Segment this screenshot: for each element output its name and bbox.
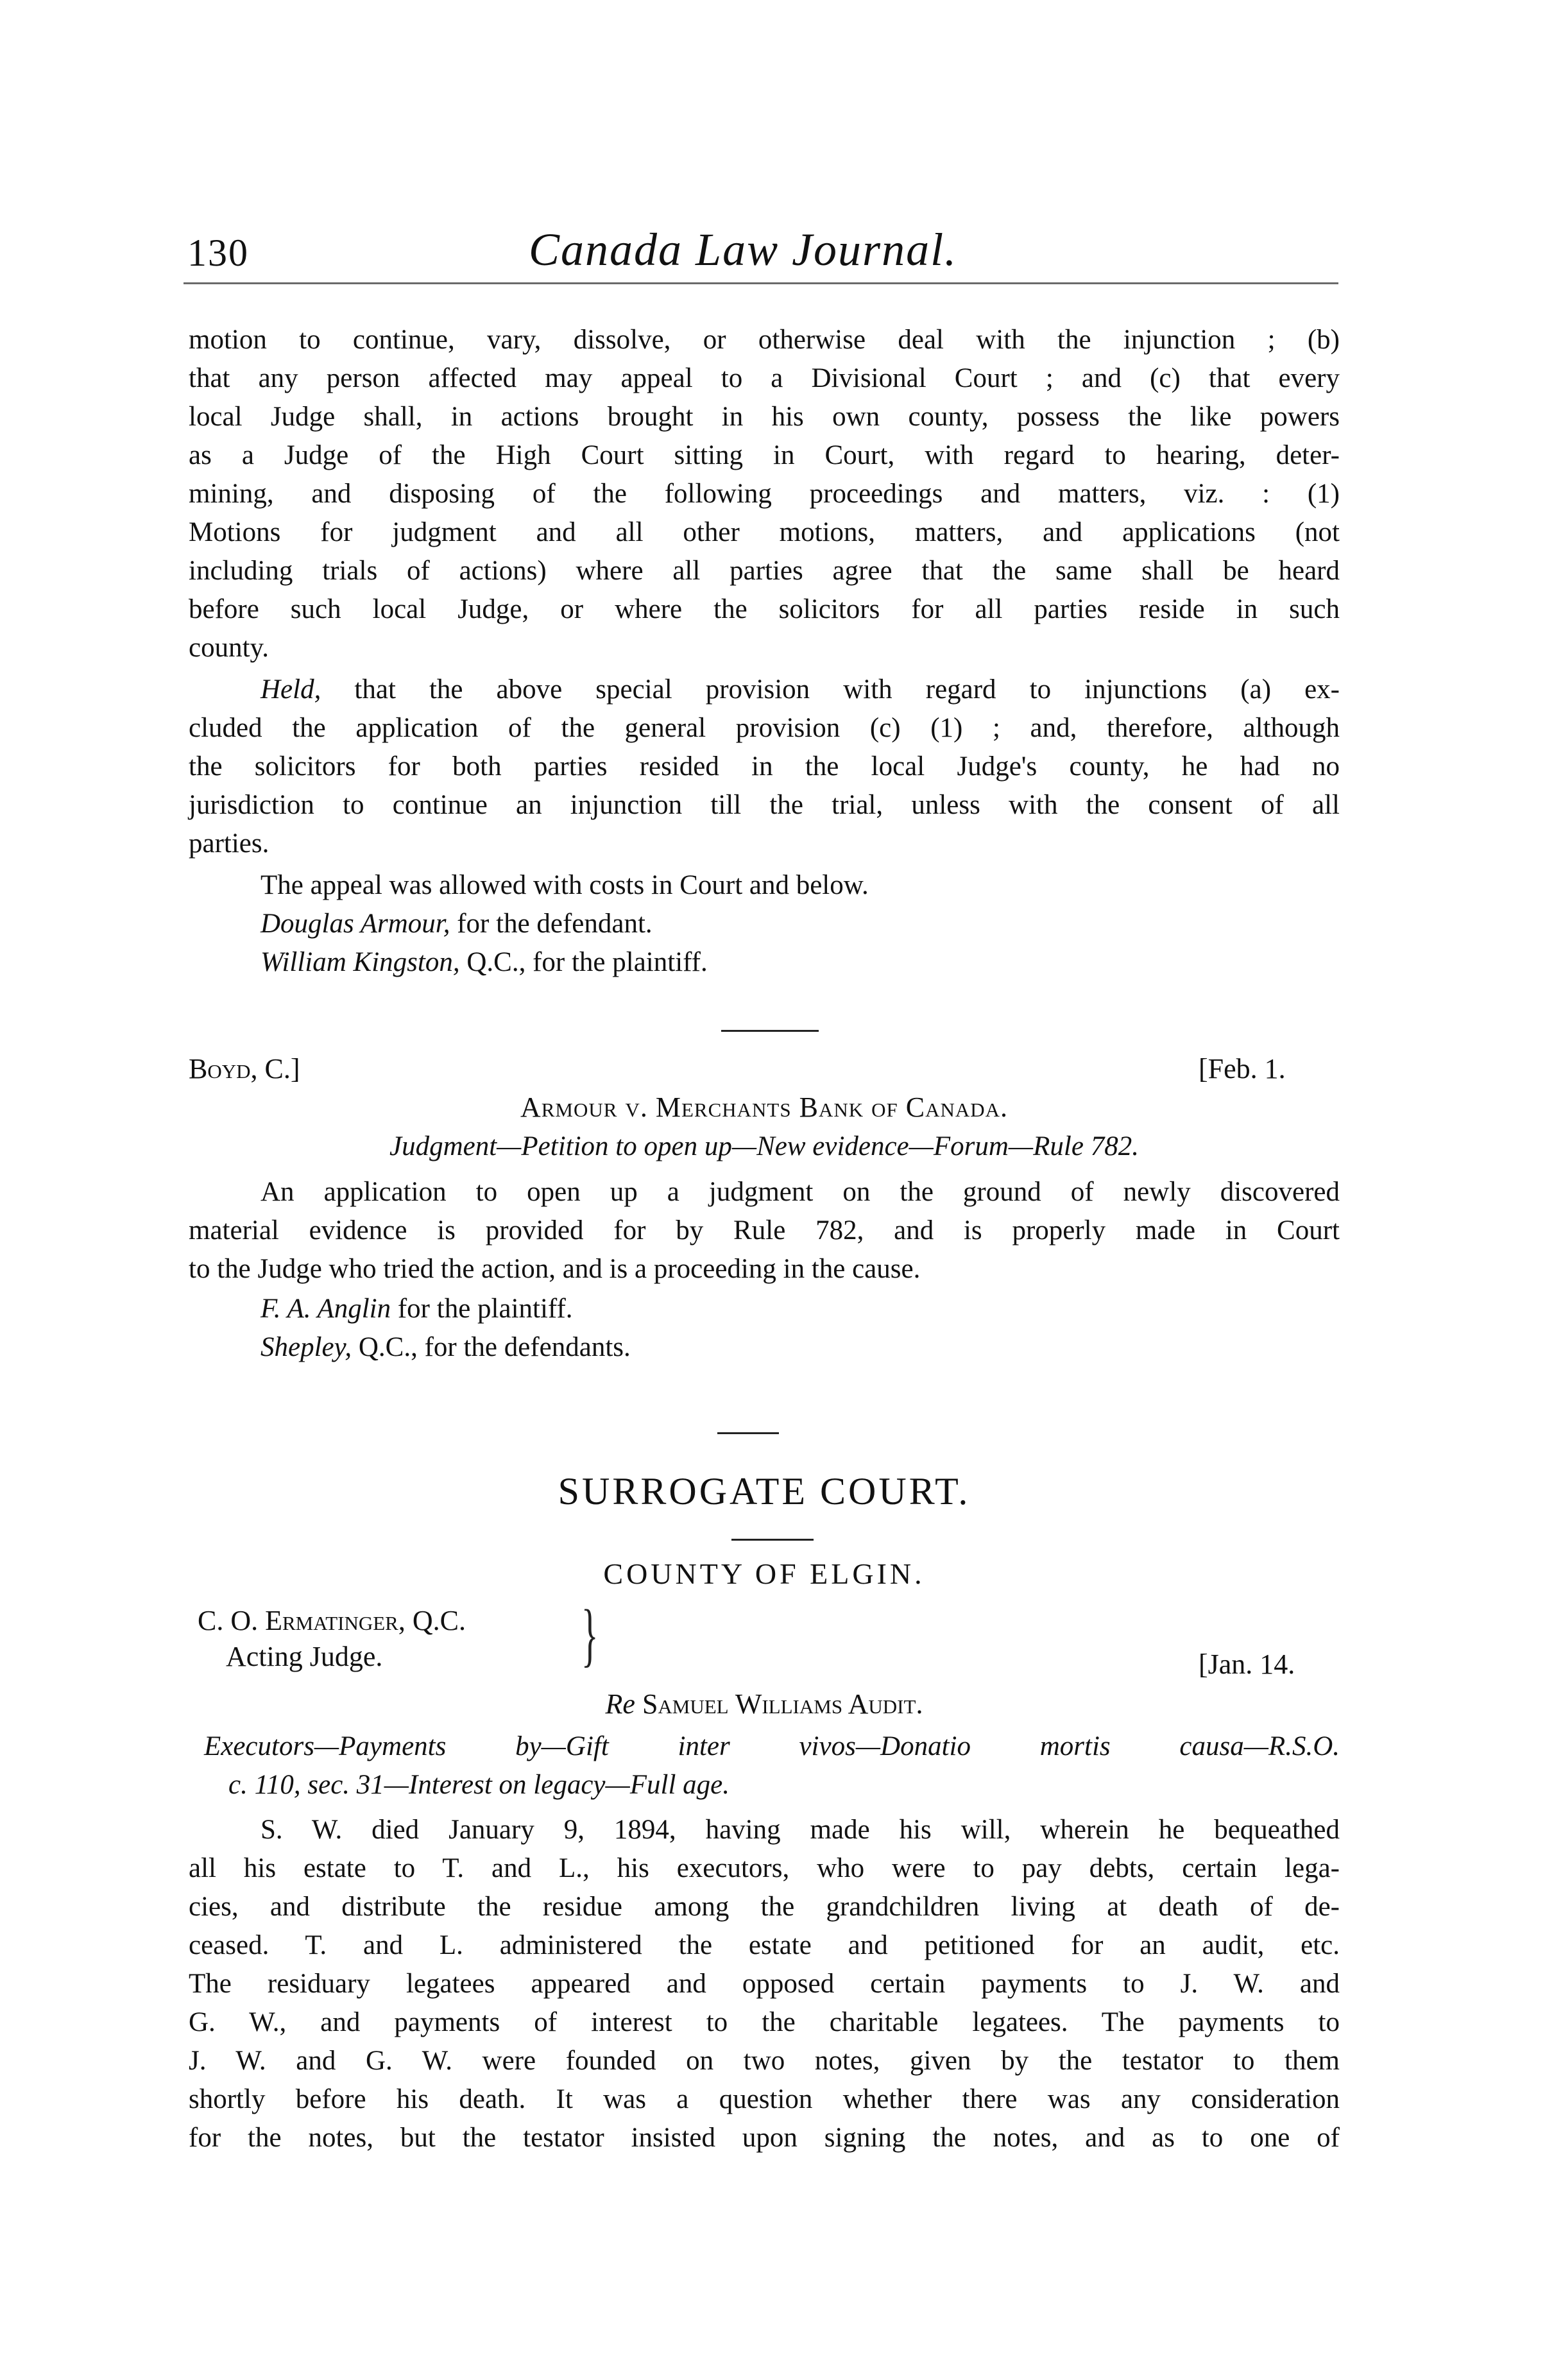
counsel-role: Q.C., for the plaintiff. — [459, 947, 708, 977]
text-line: An application to open up a judgment on the ground of newly discovered — [260, 1177, 1340, 1207]
text-line: Motions for judgment and all other motions, matters, and applications (not — [189, 517, 1340, 547]
text-line: including trials of actions) where all parties agree that the same shall be heard — [189, 556, 1340, 586]
case-judge: Boyd, C.] — [189, 1053, 300, 1084]
text-line: cluded the application of the general provision (c) (1) ; and, therefore, although — [189, 713, 1340, 743]
held-text: that the above special provision with regard to injunctions (a) ex- — [321, 674, 1340, 705]
section-heading: SURROGATE COURT. — [558, 1470, 971, 1512]
text-line: all his estate to T. and L., his executors, who were to pay debts, certain lega- — [189, 1853, 1340, 1883]
text-line: J. W. and G. W. were founded on two notes, given by the testator to them — [189, 2046, 1340, 2076]
case-date: [Feb. 1. — [1199, 1053, 1286, 1084]
text-line: that any person affected may appeal to a Divisional Court ; and (c) that every — [189, 363, 1340, 393]
text-line: parties. — [189, 828, 269, 859]
counsel-name: Shepley, — [260, 1332, 352, 1362]
text-line: county. — [189, 633, 269, 663]
page-number: 130 — [187, 232, 249, 274]
text-line: material evidence is provided for by Rule 782, and is properly made in Court — [189, 1215, 1340, 1246]
counsel-role: for the defendant. — [450, 909, 653, 939]
text-line: S. W. died January 9, 1894, having made his will, wherein he bequeathed — [260, 1815, 1340, 1845]
case-title-name: Samuel Williams Audit. — [642, 1688, 923, 1720]
text-line: as a Judge of the High Court sitting in Court, with regard to hearing, deter- — [189, 440, 1340, 470]
text-line: cies, and distribute the residue among the grandchildren living at death of de- — [189, 1892, 1340, 1922]
case-judge-role: Acting Judge. — [226, 1641, 383, 1672]
counsel-role: for the plaintiff. — [391, 1294, 573, 1324]
text-line: ceased. T. and L. administered the estate and petitioned for an audit, etc. — [189, 1930, 1340, 1960]
counsel-name: F. A. Anglin — [260, 1294, 391, 1324]
section-subheading: COUNTY OF ELGIN. — [603, 1557, 925, 1590]
counsel-line — [260, 1328, 1340, 1367]
text-line: local Judge shall, in actions brought in his own county, possess the like powers — [189, 402, 1340, 432]
text-line: G. W., and payments of interest to the charitable legatees. The payments to — [189, 2007, 1340, 2037]
text-line: jurisdiction to continue an injunction till the trial, unless with the consent of all — [189, 790, 1340, 820]
heading-rule — [731, 1539, 814, 1541]
text-line: The residuary legatees appeared and opposed certain payments to J. W. and — [189, 1969, 1340, 1999]
text-line: mining, and disposing of the following proceedings and matters, viz. : (1) — [189, 479, 1340, 509]
text-line: the solicitors for both parties resided in the local Judge's county, he had no — [189, 751, 1340, 782]
section-divider — [721, 1030, 819, 1032]
appeal-result: The appeal was allowed with costs in Court and below. — [260, 870, 869, 900]
held-line — [260, 671, 1340, 709]
text-line: before such local Judge, or where the solicitors for all parties reside in such — [189, 594, 1340, 624]
counsel-line — [260, 943, 1340, 982]
text-line: shortly before his death. It was a question whether there was any consideration — [189, 2084, 1340, 2114]
case-catchwords: c. 110, sec. 31—Interest on legacy—Full age. — [228, 1770, 730, 1800]
held-word: Held, — [260, 674, 321, 705]
text-line: motion to continue, vary, dissolve, or otherwise deal with the injunction ; (b) — [189, 325, 1340, 355]
text-line: for the notes, but the testator insisted upon signing the notes, and as to one of — [189, 2123, 1340, 2153]
case-title — [189, 1688, 1340, 1720]
case-catchwords: Executors—Payments by—Gift inter vivos—Donatio mortis causa—R.S.O. — [204, 1731, 1340, 1761]
running-title: Canada Law Journal. — [529, 224, 958, 275]
counsel-name: William Kingston, — [260, 947, 460, 977]
counsel-line — [260, 905, 1340, 943]
counsel-name: Douglas Armour, — [260, 909, 450, 939]
case-date: [Jan. 14. — [1199, 1648, 1295, 1680]
counsel-role: Q.C., for the defendants. — [352, 1332, 631, 1362]
text-line: to the Judge who tried the action, and is a proceeding in the cause. — [189, 1254, 921, 1284]
case-judge: C. O. Ermatinger, Q.C. — [198, 1605, 466, 1636]
header-rule — [184, 282, 1338, 284]
counsel-line — [260, 1290, 1340, 1328]
brace-mark: } — [581, 1595, 599, 1674]
case-title-re: Re — [605, 1688, 635, 1720]
case-title: Armour v. Merchants Bank of Canada. — [520, 1092, 1009, 1123]
section-divider — [717, 1432, 779, 1434]
case-catchwords: Judgment—Petition to open up—New evidence—Forum—Rule 782. — [389, 1131, 1139, 1161]
